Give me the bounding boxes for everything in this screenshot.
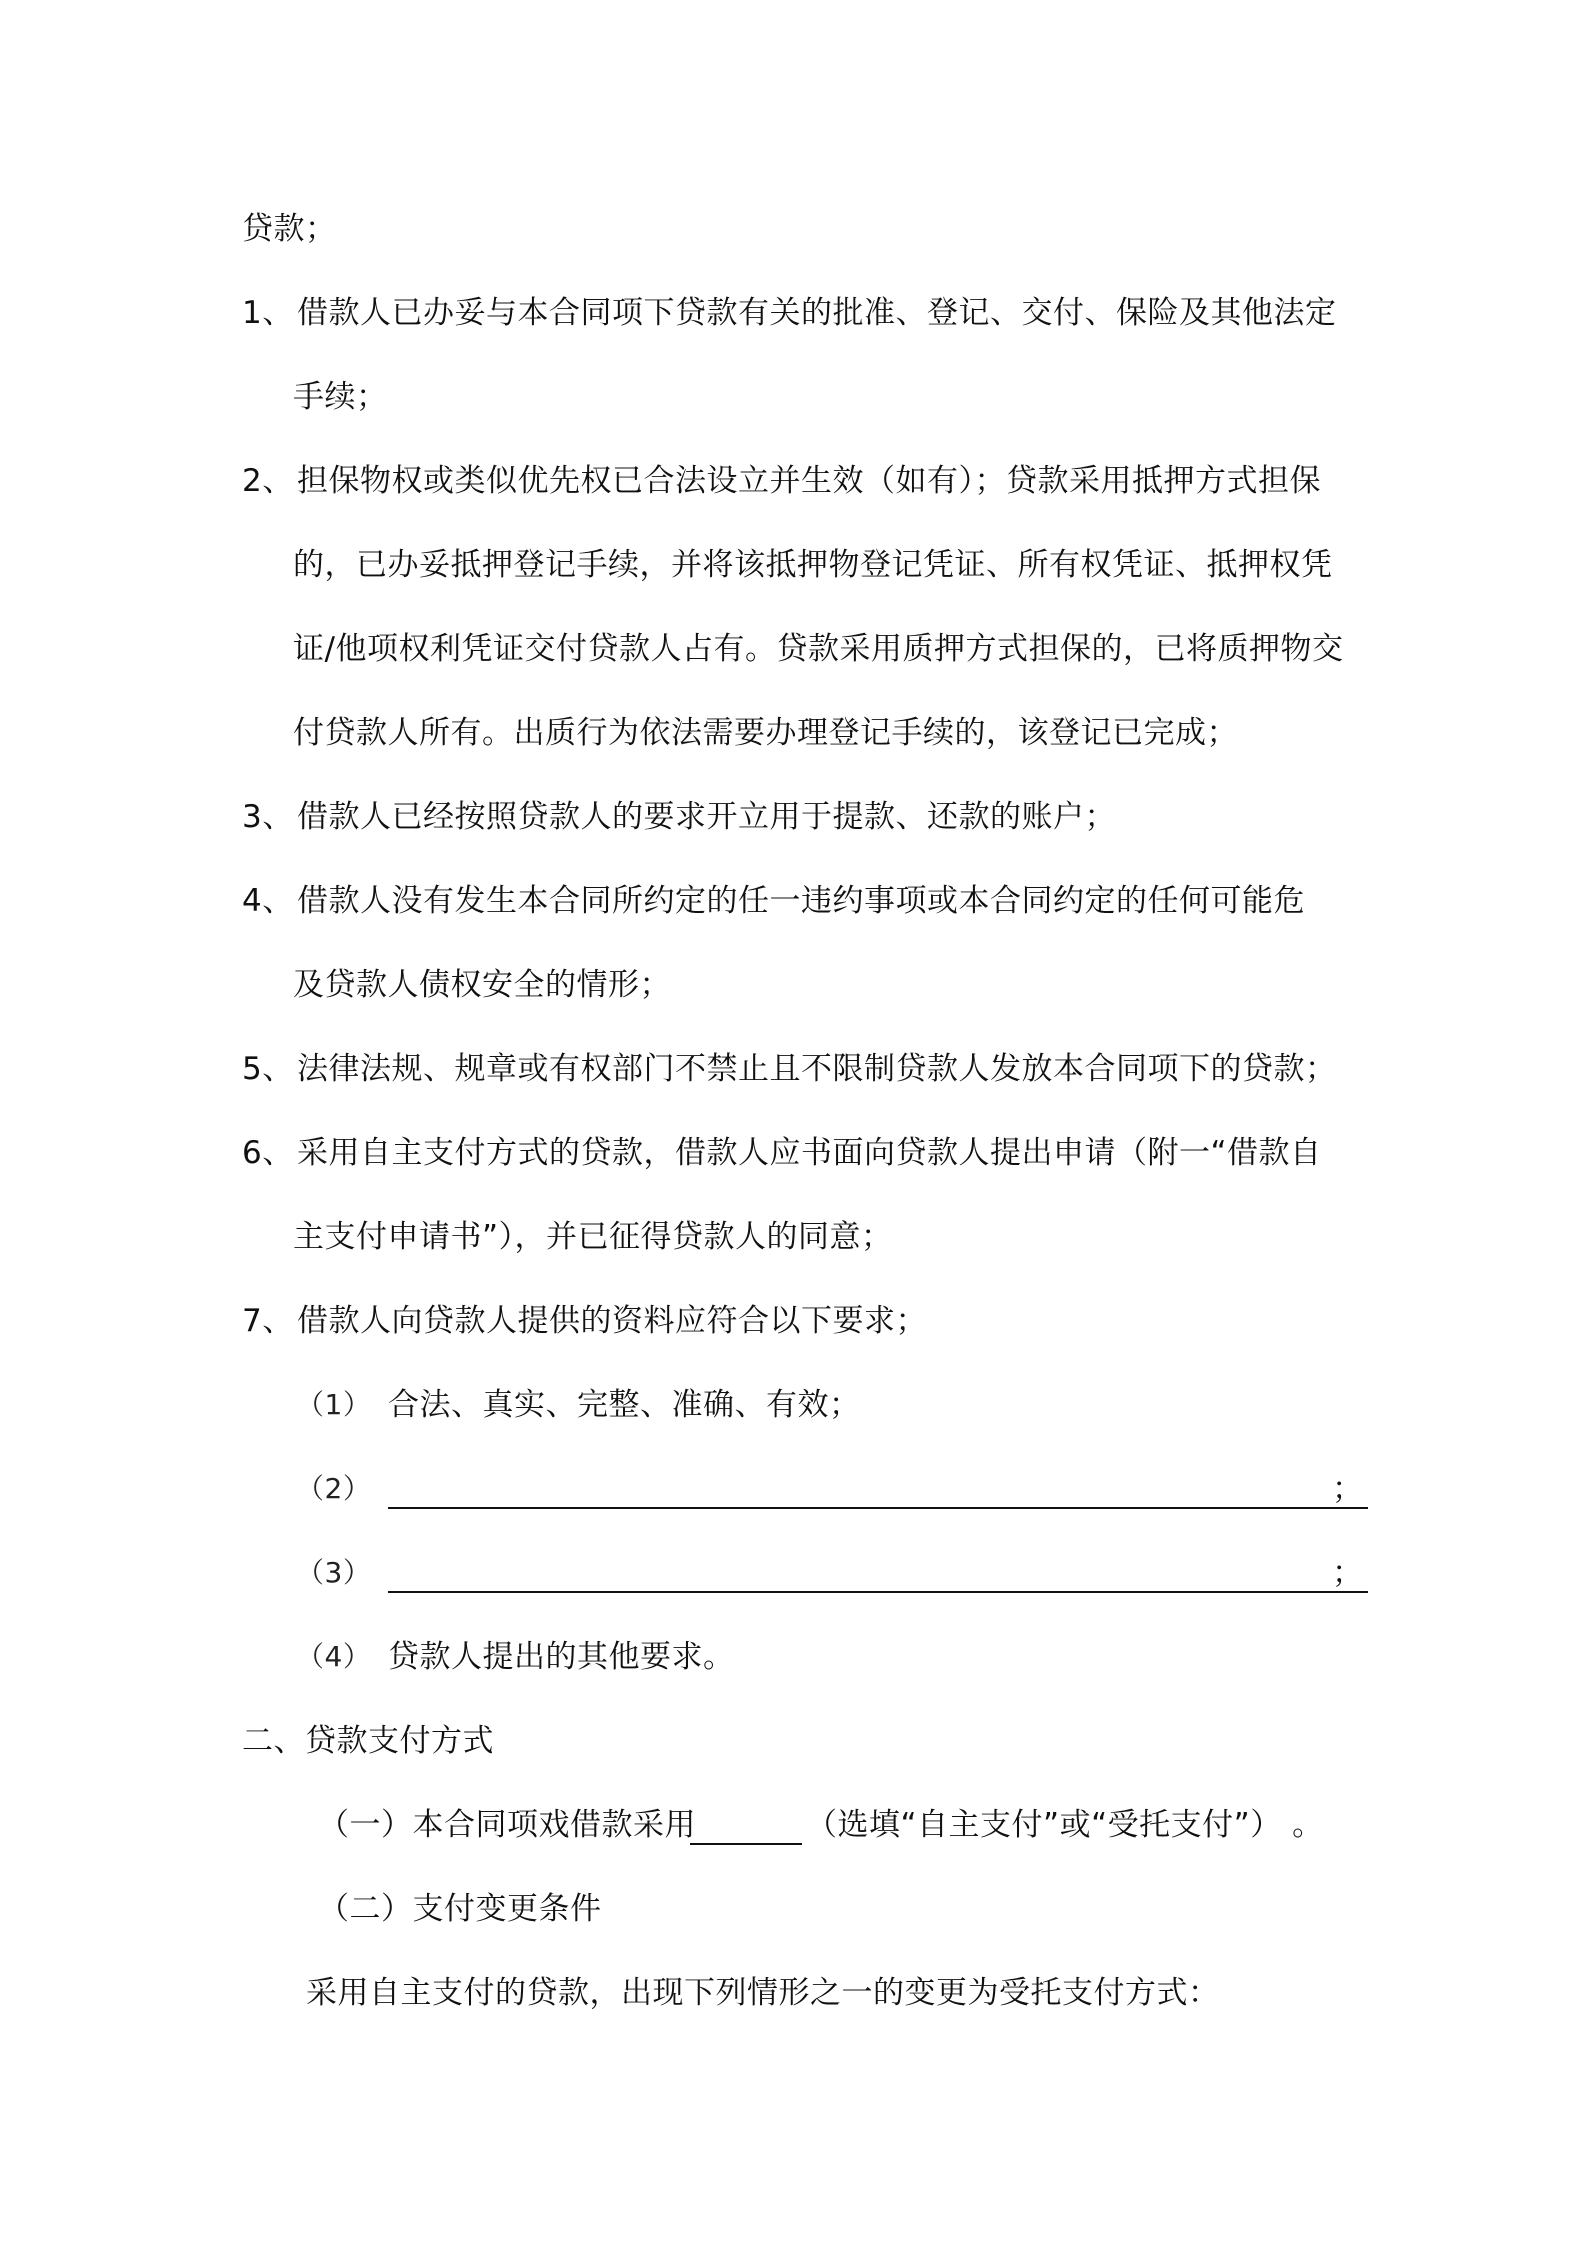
condition-line: 担保物权或类似优先权已合法设立并生效（如有）；贷款采用抵押方式担保: [297, 463, 1321, 499]
sub-item-number: （3）: [296, 1556, 372, 1589]
sub-item-number: （1）: [296, 1388, 372, 1421]
sub-item-number: （4）: [296, 1640, 372, 1673]
condition-number: 4、: [242, 883, 294, 919]
clause-title: （二）支付变更条件: [318, 1891, 602, 1927]
sub-item-text: 贷款人提出的其他要求。: [388, 1639, 735, 1675]
condition-line: 借款人已经按照贷款人的要求开立用于提款、还款的账户；: [297, 799, 1116, 835]
blank-fill-line: [690, 1843, 802, 1845]
condition-line: 付贷款人所有。出质行为依法需要办理登记手续的，该登记已完成；: [293, 715, 1238, 751]
condition-line: 及贷款人债权安全的情形；: [293, 967, 671, 1003]
condition-number: 6、: [242, 1135, 294, 1171]
sub-item-end: ；: [1332, 1471, 1364, 1507]
clause-text: （一）本合同项戏借款采用: [318, 1807, 696, 1843]
sub-item-text: 合法、真实、完整、准确、有效；: [388, 1387, 861, 1423]
condition-line: 借款人已办妥与本合同项下贷款有关的批准、登记、交付、保险及其他法定: [297, 295, 1337, 331]
condition-number: 2、: [242, 463, 294, 499]
condition-line: 借款人向贷款人提供的资料应符合以下要求；: [297, 1303, 927, 1339]
condition-line: 的，已办妥抵押登记手续，并将该抵押物登记凭证、所有权凭证、抵押权凭: [293, 547, 1333, 583]
blank-fill-line: [388, 1507, 1368, 1509]
condition-number: 7、: [242, 1303, 294, 1339]
condition-number: 3、: [242, 799, 294, 835]
sub-item-end: ；: [1332, 1555, 1364, 1591]
condition-line: 主支付申请书”），并已征得贷款人的同意；: [293, 1219, 893, 1255]
sub-item-number: （2）: [296, 1472, 372, 1505]
section-title: 二、贷款支付方式: [242, 1723, 494, 1759]
intro-text: 贷款；: [242, 211, 337, 247]
condition-line: 借款人没有发生本合同所约定的任一违约事项或本合同约定的任何可能危: [297, 883, 1305, 919]
condition-line: 采用自主支付方式的贷款，借款人应书面向贷款人提出申请（附一“借款自: [297, 1135, 1322, 1171]
clause-text: （选填“自主支付”或“受托支付”） 。: [806, 1807, 1324, 1843]
condition-number: 5、: [242, 1051, 294, 1087]
clause-body: 采用自主支付的贷款，出现下列情形之一的变更为受托支付方式：: [306, 1975, 1220, 2011]
condition-line: 法律法规、规章或有权部门不禁止且不限制贷款人发放本合同项下的贷款；: [297, 1051, 1337, 1087]
condition-number: 1、: [242, 295, 294, 331]
condition-line: 证/他项权利凭证交付贷款人占有。贷款采用质押方式担保的，已将质押物交: [293, 631, 1344, 667]
condition-line: 手续；: [293, 379, 388, 415]
blank-fill-line: [388, 1591, 1368, 1593]
